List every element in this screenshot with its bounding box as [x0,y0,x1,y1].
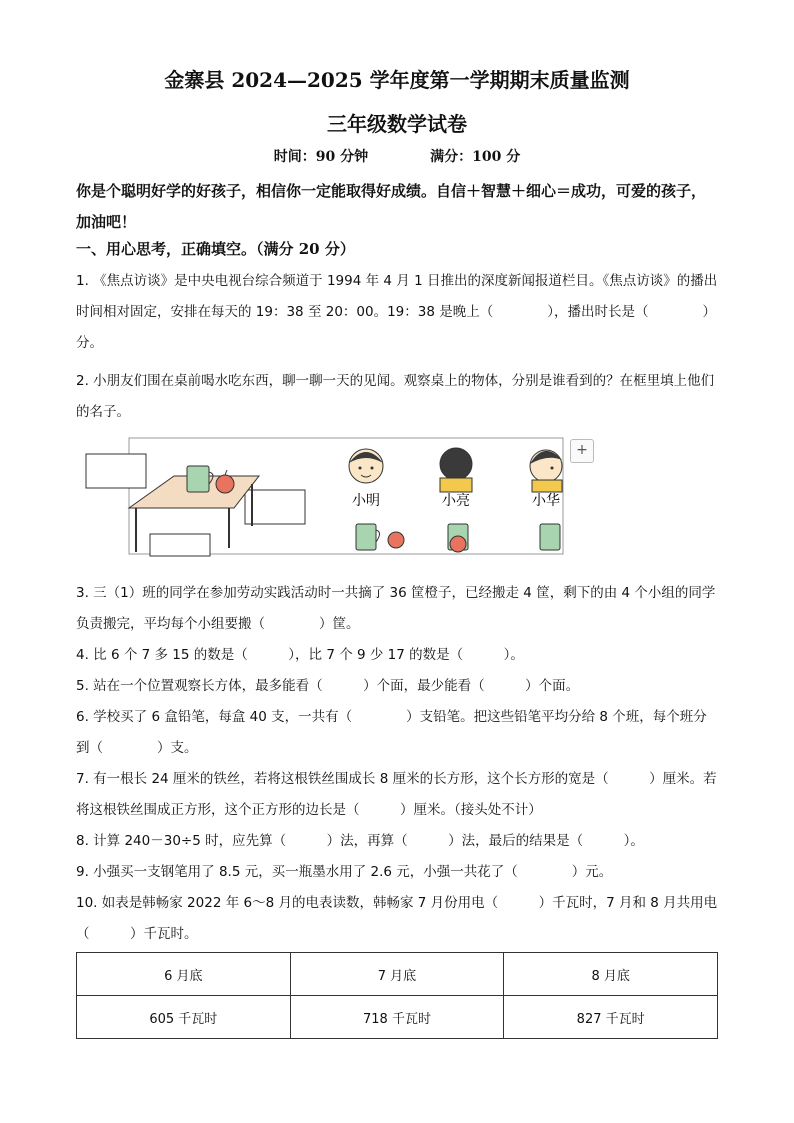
apple-icon [216,475,234,493]
answer-box-left[interactable] [86,454,146,488]
question-2-text: 2. 小朋友们围在桌前喝水吃东西，聊一聊一天的见闻。观察桌上的物体，分别是谁看到的？在框里填上他们的名子。 [76,373,715,420]
question-1-text: 1. 《焦点访谈》是中央电视台综合频道于 1994 年 4 月 1 日推出的深度新闻报道栏目。《焦点访谈》的播出时间相对固定，安排在每天的 19：38 至 20：00。19：38 是晚上（ ），播出时长是（ ）分。 [76,273,718,351]
question-6-text: 6. 学校买了 6 盒铅笔，每盒 40 支，一共有（ ）支铅笔。把这些铅笔平均分给 8 个班，每个班分到（ ）支。 [76,709,707,756]
table-header-cell: 8 月底 [504,953,718,996]
question-10 [76,888,720,950]
exam-title: 金寨县 2024—2025 学年度第一学期期末质量监测 [164,68,630,92]
exam-time: 时间：90 分钟 [273,149,369,165]
name-label: 小亮 [442,493,470,509]
table-row [77,996,718,1039]
electricity-table [76,952,718,1039]
cup-icon [540,524,560,550]
child-xiaohua [530,450,562,550]
expand-plus-button[interactable]: + [570,439,594,463]
question-1 [76,266,720,359]
question-8-text: 8. 计算 240－30÷5 时，应先算（ ）法，再算（ ）法，最后的结果是（ ）。 [76,833,644,849]
question-2-illustration [84,436,574,558]
table-cell: 827 千瓦时 [504,996,718,1039]
question-9-text: 9. 小强买一支钢笔用了 8.5 元，买一瓶墨水用了 2.6 元，小强一共花了（ ）元。 [76,864,613,880]
child-xiaoming [349,449,404,550]
exam-subtitle: 三年级数学试卷 [327,112,467,136]
answer-box-bottom[interactable] [150,534,210,556]
table-row [77,953,718,996]
cup-icon [356,524,376,550]
section-heading-1: 一、用心思考，正确填空。（满分 20 分） [76,240,355,258]
name-label: 小明 [352,493,380,509]
cup-icon [187,466,209,492]
question-4 [76,640,720,671]
answer-box-right[interactable] [245,490,305,524]
question-10-text: 10. 如表是韩畅家 2022 年 6～8 月的电表读数，韩畅家 7 月份用电（ ）千瓦时，7 月和 8 月共用电（ ）千瓦时。 [76,895,718,942]
question-8 [76,826,720,857]
table-header-cell: 6 月底 [77,953,291,996]
question-3-text: 3. 三（1）班的同学在参加劳动实践活动时一共摘了 36 筐橙子，已经搬走 4 筐，剩下的由 4 个小组的同学负责搬完，平均每个小组要搬（ ）筐。 [76,585,716,632]
question-5-text: 5. 站在一个位置观察长方体，最多能看（ ）个面，最少能看（ ）个面。 [76,678,580,694]
question-7-text: 7. 有一根长 24 厘米的铁丝，若将这根铁丝围成长 8 厘米的长方形，这个长方形的宽是（ ）厘米。若将这根铁丝围成正方形，这个正方形的边长是（ ）厘米。（接头处不计） [76,771,717,818]
table-header-cell: 7 月底 [290,953,504,996]
child-xiaoliang [440,448,472,552]
question-4-text: 4. 比 6 个 7 多 15 的数是（ ），比 7 个 9 少 17 的数是（ ）。 [76,647,524,663]
question-7 [76,764,720,826]
apple-icon [388,532,404,548]
exam-score: 满分：100 分 [430,149,521,165]
exam-meta [0,146,794,166]
question-9 [76,857,720,888]
question-2 [76,366,720,428]
table-cell: 605 千瓦时 [77,996,291,1039]
question-5 [76,671,720,702]
intro-text: 你是个聪明好学的好孩子，相信你一定能取得好成绩。自信＋智慧＋细心＝成功，可爱的孩子，加油吧！ [76,182,707,231]
table-cell: 718 千瓦时 [290,996,504,1039]
apple-icon [450,536,466,552]
question-6 [76,702,720,764]
question-3 [76,578,720,640]
name-label: 小华 [532,493,560,509]
